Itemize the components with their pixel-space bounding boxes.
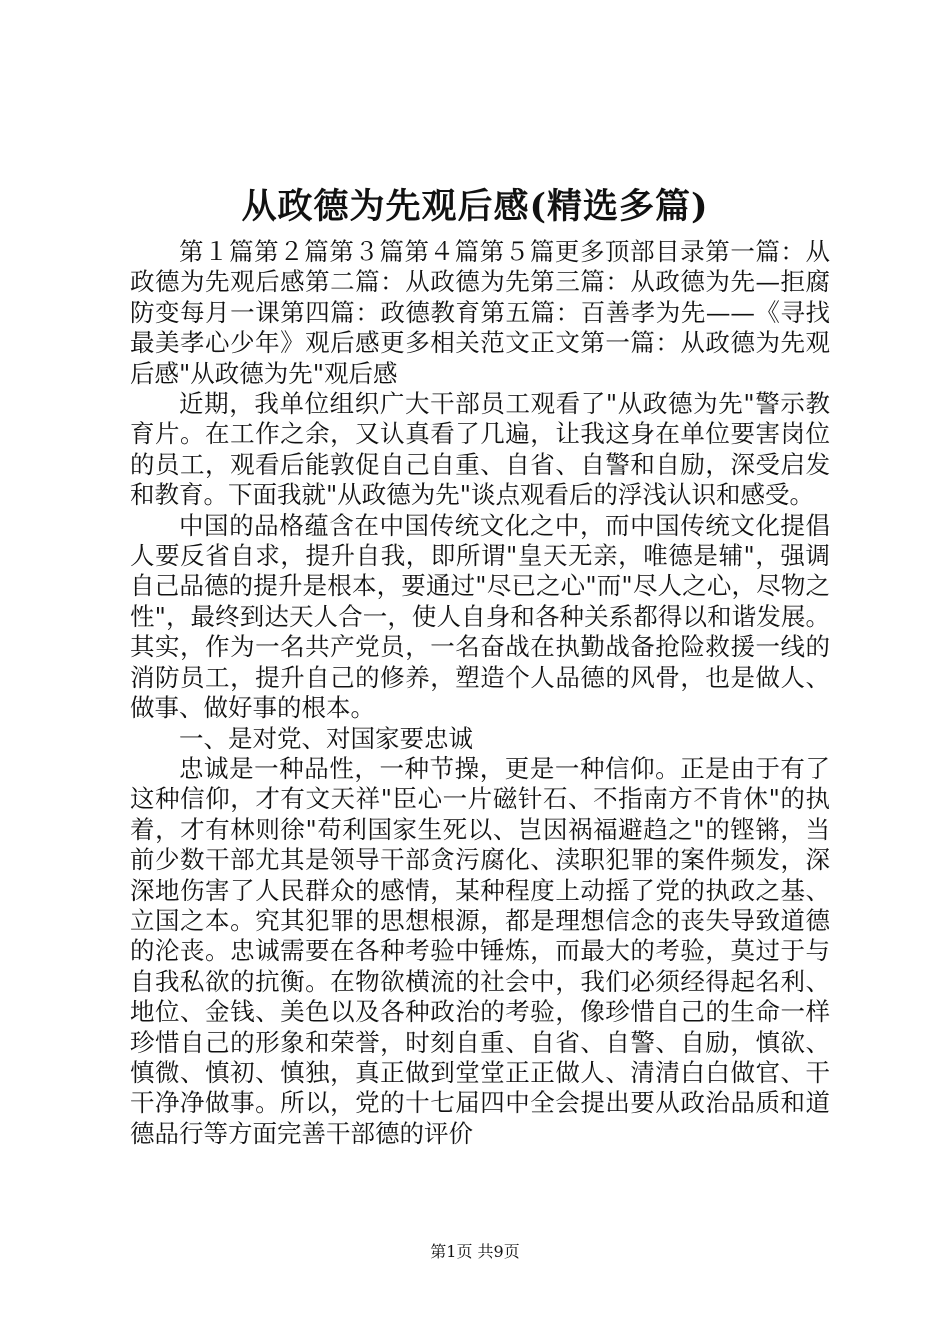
section-heading-loyalty: 一、是对党、对国家要忠诚 xyxy=(179,723,473,753)
paragraph-loyalty: 忠诚是一种品性，一种节操，更是一种信仰。正是由于有了这种信仰，才有文天祥"臣心一片磁针石、不指南方不肯休"的执着，才有林则徐"苟利国家生死以、岂因祸福避趋之"的铿锵，当前少数干部尤其是领导干部贪污腐化、渎职犯罪的案件频发，深深地伤害了人民群众的感情，某种程度上动摇了党的执政之基、立国之本。究其犯罪的思想根源，都是理想信念的丧失导致道德的沦丧。忠诚需要在各种考验中锤炼，而最大的考验，莫过于与自我私欲的抗衡。在物欲横流的社会中，我们必须经得起名利、地位、金钱、美色以及各种政治的考验，像珍惜自己的生命一样珍惜自己的形象和荣誉，时刻自重、自省、自警、自励，慎欲、慎微、慎初、慎独，真正做到堂堂正正做人、清清白白做官、干干净净做事。所以，党的十七届四中全会提出要从政治品质和道德品行等方面完善干部德的评价 xyxy=(130,753,830,1148)
page-footer: 第1页 共9页 xyxy=(430,1242,520,1261)
paragraph-tradition: 中国的品格蕴含在中国传统文化之中，而中国传统文化提倡人要反省自求，提升自我，即所谓"皇天无亲，唯德是辅"，强调自己品德的提升是根本，要通过"尽已之心"而"尽人之心，尽物之性"，最终到达天人合一，使人自身和各种关系都得以和谐发展。其实，作为一名共产党员，一名奋战在执勤战备抢险救援一线的消防员工，提升自己的修养，塑造个人品德的风骨，也是做人、做事、做好事的根本。 xyxy=(130,510,830,723)
document-body xyxy=(130,237,830,1149)
document-title: 从政德为先观后感(精选多篇) xyxy=(241,186,709,227)
paragraph-toc: 第１篇第２篇第３篇第４篇第５篇更多顶部目录第一篇：从政德为先观后感第二篇：从政德为先第三篇：从政德为先—拒腐防变每月一课第四篇：政德教育第五篇：百善孝为先——《寻找最美孝心少年》观后感更多相关范文正文第一篇：从政德为先观后感"从政德为先"观后感 xyxy=(130,237,830,388)
paragraph-intro: 近期，我单位组织广大干部员工观看了"从政德为先"警示教育片。在工作之余，又认真看了几遍，让我这身在单位要害岗位的员工，观看后能敦促自己自重、自省、自警和自励，深受启发和教育。下面我就"从政德为先"谈点观看后的浮浅认识和感受。 xyxy=(130,389,830,510)
